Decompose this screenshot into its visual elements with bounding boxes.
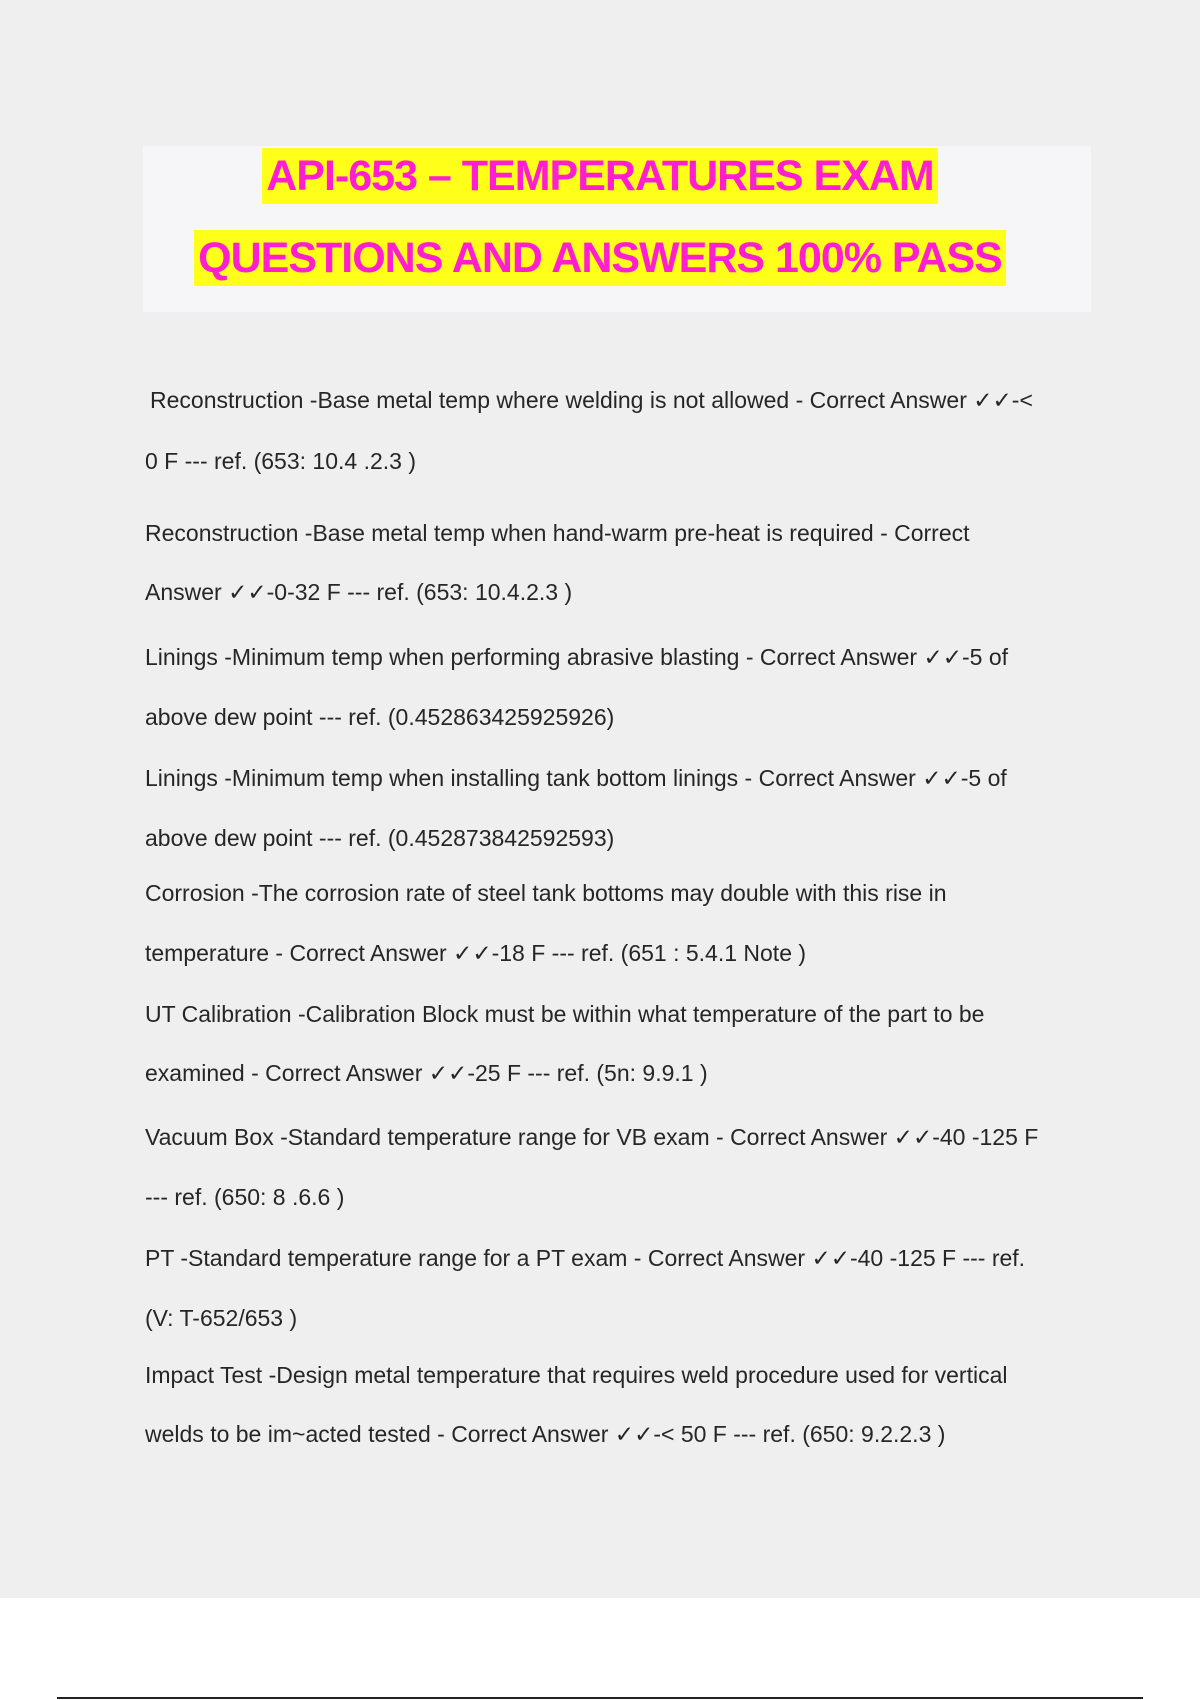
entry-question: Linings -Minimum temp when performing abrasive blasting - Correct Answer ✓✓-5 of: [145, 644, 1009, 670]
bottom-divider: [57, 1697, 1143, 1699]
document-title-line-1: API-653 – TEMPERATURES EXAM: [262, 148, 938, 204]
document-title-line-2: QUESTIONS AND ANSWERS 100% PASS: [194, 230, 1006, 286]
entry-question: Reconstruction -Base metal temp when hand-warm pre-heat is required - Correct: [145, 520, 970, 546]
entry-question: PT -Standard temperature range for a PT exam - Correct Answer ✓✓-40 -125 F --- ref.: [145, 1245, 1026, 1271]
entry-answer: 0 F --- ref. (653: 10.4 .2.3 ): [145, 448, 416, 474]
entry-answer: (V: T-652/653 ): [145, 1305, 298, 1331]
entry-answer: Answer ✓✓-0-32 F --- ref. (653: 10.4.2.3 ): [145, 579, 573, 605]
entry-answer: welds to be im~acted tested - Correct Answer ✓✓-< 50 F --- ref. (650: 9.2.2.3 ): [145, 1421, 946, 1447]
entry-question: Corrosion -The corrosion rate of steel tank bottoms may double with this rise in: [145, 880, 947, 906]
entry-question: Vacuum Box -Standard temperature range for VB exam - Correct Answer ✓✓-40 -125 F: [145, 1124, 1039, 1150]
entry-question: Impact Test -Design metal temperature that requires weld procedure used for vertical: [145, 1362, 1008, 1388]
entry-question: Linings -Minimum temp when installing tank bottom linings - Correct Answer ✓✓-5 of: [145, 765, 1007, 791]
entry-answer: examined - Correct Answer ✓✓-25 F --- ref. (5n: 9.9.1 ): [145, 1060, 708, 1086]
entry-answer: above dew point --- ref. (0.452863425925926): [145, 704, 615, 730]
entry-question: Reconstruction -Base metal temp where welding is not allowed - Correct Answer ✓✓-<: [150, 387, 1033, 413]
entry-answer: temperature - Correct Answer ✓✓-18 F --- ref. (651 : 5.4.1 Note ): [145, 940, 807, 966]
entry-answer: --- ref. (650: 8 .6.6 ): [145, 1184, 345, 1210]
entry-question: UT Calibration -Calibration Block must be within what temperature of the part to be: [145, 1001, 985, 1027]
entry-answer: above dew point --- ref. (0.452873842592593): [145, 825, 615, 851]
